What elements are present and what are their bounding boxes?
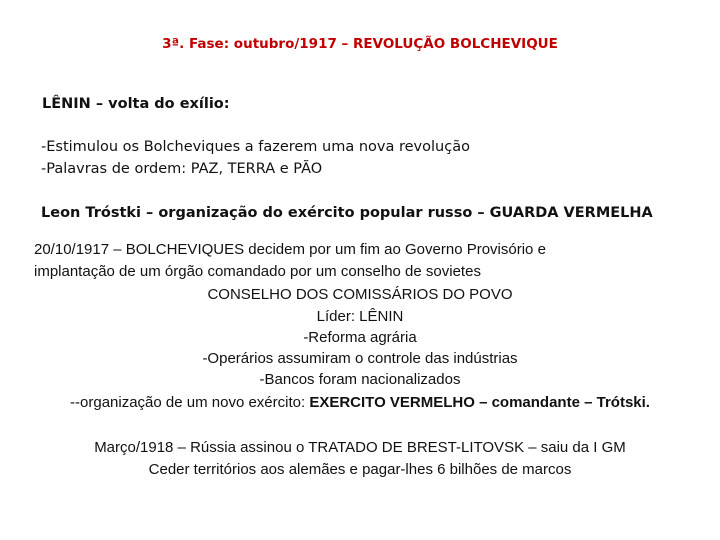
council-line: CONSELHO DOS COMISSÁRIOS DO POVO bbox=[207, 286, 513, 303]
leader-line: Líder: LÊNIN bbox=[316, 308, 404, 325]
measure-item: -Bancos foram nacionalizados bbox=[259, 371, 461, 388]
lenin-item: -Estimulou os Bolcheviques a fazerem uma nova revolução bbox=[41, 139, 470, 155]
army-bold: EXERCITO VERMELHO – comandante – Trótski. bbox=[309, 394, 650, 411]
army-prefix: --organização de um novo exército: bbox=[70, 394, 310, 411]
october-line-2: implantação de um órgão comandado por um conselho de sovietes bbox=[34, 263, 481, 280]
leon-trotsky-line: Leon Tróstki – organização do exército popular russo – GUARDA VERMELHA bbox=[41, 205, 653, 221]
measure-item: -Operários assumiram o controle das indústrias bbox=[202, 350, 518, 367]
lenin-item: -Palavras de ordem: PAZ, TERRA e PÃO bbox=[41, 161, 323, 177]
october-line-1: 20/10/1917 – BOLCHEVIQUES decidem por um fim ao Governo Provisório e bbox=[34, 241, 546, 258]
army-line bbox=[0, 394, 720, 411]
march-line-1: Março/1918 – Rússia assinou o TRATADO DE BREST-LITOVSK – saiu da I GM bbox=[94, 439, 626, 456]
march-line-2: Ceder territórios aos alemães e pagar-lhes 6 bilhões de marcos bbox=[148, 461, 572, 478]
measure-item: -Reforma agrária bbox=[303, 329, 417, 346]
slide-title: 3ª. Fase: outubro/1917 – REVOLUÇÃO BOLCHEVIQUE bbox=[162, 36, 558, 52]
lenin-heading: LÊNIN – volta do exílio: bbox=[42, 96, 230, 112]
